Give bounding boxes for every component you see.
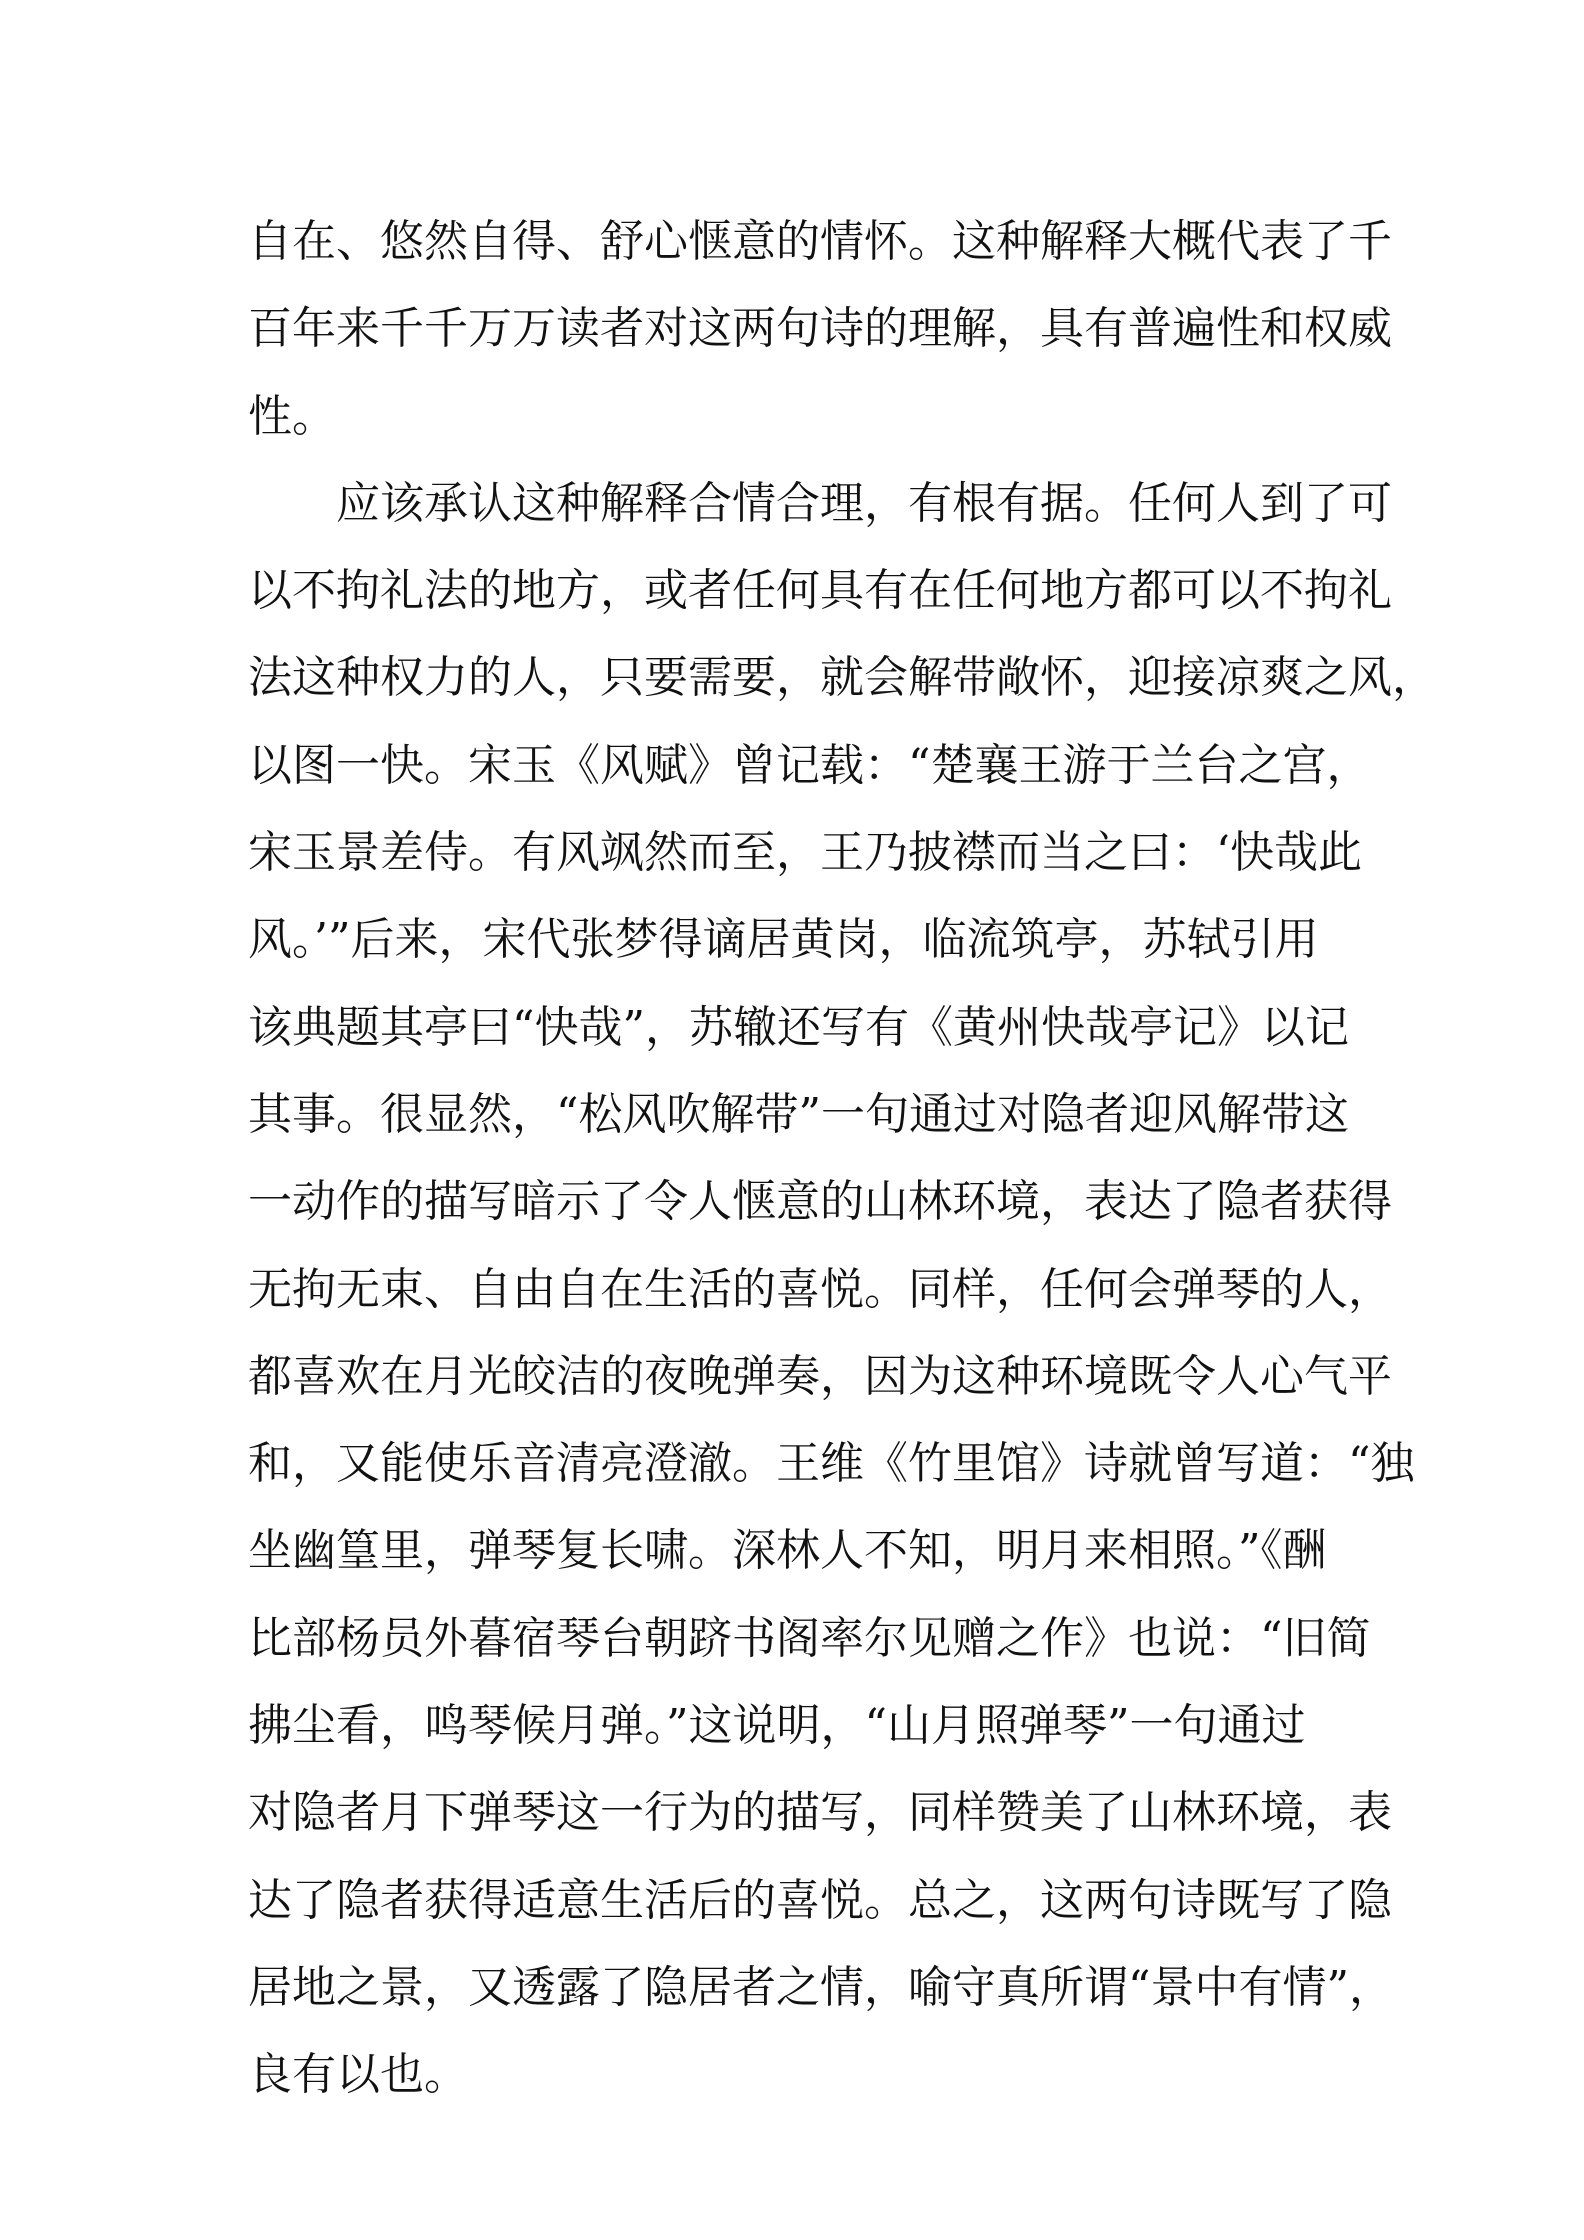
text-line: 对隐者月下弹琴这一行为的描写，同样赞美了山林环境，表	[248, 1787, 1392, 1839]
text-line: 性。	[248, 390, 336, 442]
text-line: 以不拘礼法的地方，或者任何具有在任何地方都可以不拘礼	[248, 565, 1392, 617]
text-line: 都喜欢在月光皎洁的夜晚弹奏，因为这种环境既令人心气平	[248, 1350, 1392, 1402]
text-line: 以图一快。宋玉《风赋》曾记载：“楚襄王游于兰台之宫，	[248, 739, 1371, 791]
text-line: 风。’”后来，宋代张梦得谪居黄岗，临流筑亭，苏轼引用	[248, 914, 1319, 966]
text-line: 居地之景，又透露了隐居者之情，喻守真所谓“景中有情”，	[248, 1961, 1393, 2013]
text-line: 坐幽篁里，弹琴复长啸。深林人不知，明月来相照。”《酬	[248, 1525, 1327, 1577]
text-line: 法这种权力的人，只要需要，就会解带敞怀，迎接凉爽之风，	[248, 652, 1436, 704]
text-line: 拂尘看，鸣琴候月弹。”这说明，“山月照弹琴”一句通过	[248, 1700, 1306, 1752]
body-text	[248, 198, 1436, 2119]
text-line: 自在、悠然自得、舒心惬意的情怀。这种解释大概代表了千	[248, 216, 1392, 267]
text-line: 应该承认这种解释合情合理，有根有据。任何人到了可	[336, 477, 1392, 529]
paragraph-2	[248, 460, 1436, 2119]
text-line: 良有以也。	[248, 2049, 468, 2101]
text-line: 无拘无束、自由自在生活的喜悦。同样，任何会弹琴的人，	[248, 1263, 1392, 1315]
paragraph-1	[248, 198, 1392, 460]
text-line: 比部杨员外暮宿琴台朝跻书阁率尔见赠之作》也说：“旧简	[248, 1612, 1371, 1664]
text-line: 百年来千千万万读者对这两句诗的理解，具有普遍性和权威	[248, 303, 1392, 355]
text-line: 其事。很显然，“松风吹解带”一句通过对隐者迎风解带这	[248, 1088, 1349, 1140]
text-line: 一动作的描写暗示了令人惬意的山林环境，表达了隐者获得	[248, 1176, 1392, 1228]
text-line: 该典题其亭曰“快哉”，苏辙还写有《黄州快哉亭记》以记	[248, 1001, 1349, 1053]
text-line: 和，又能使乐音清亮澄澈。王维《竹里馆》诗就曾写道：“独	[248, 1438, 1415, 1490]
text-line: 宋玉景差侍。有风飒然而至，王乃披襟而当之曰：‘快哉此	[248, 827, 1362, 879]
text-line: 达了隐者获得适意生活后的喜悦。总之，这两句诗既写了隐	[248, 1874, 1392, 1926]
